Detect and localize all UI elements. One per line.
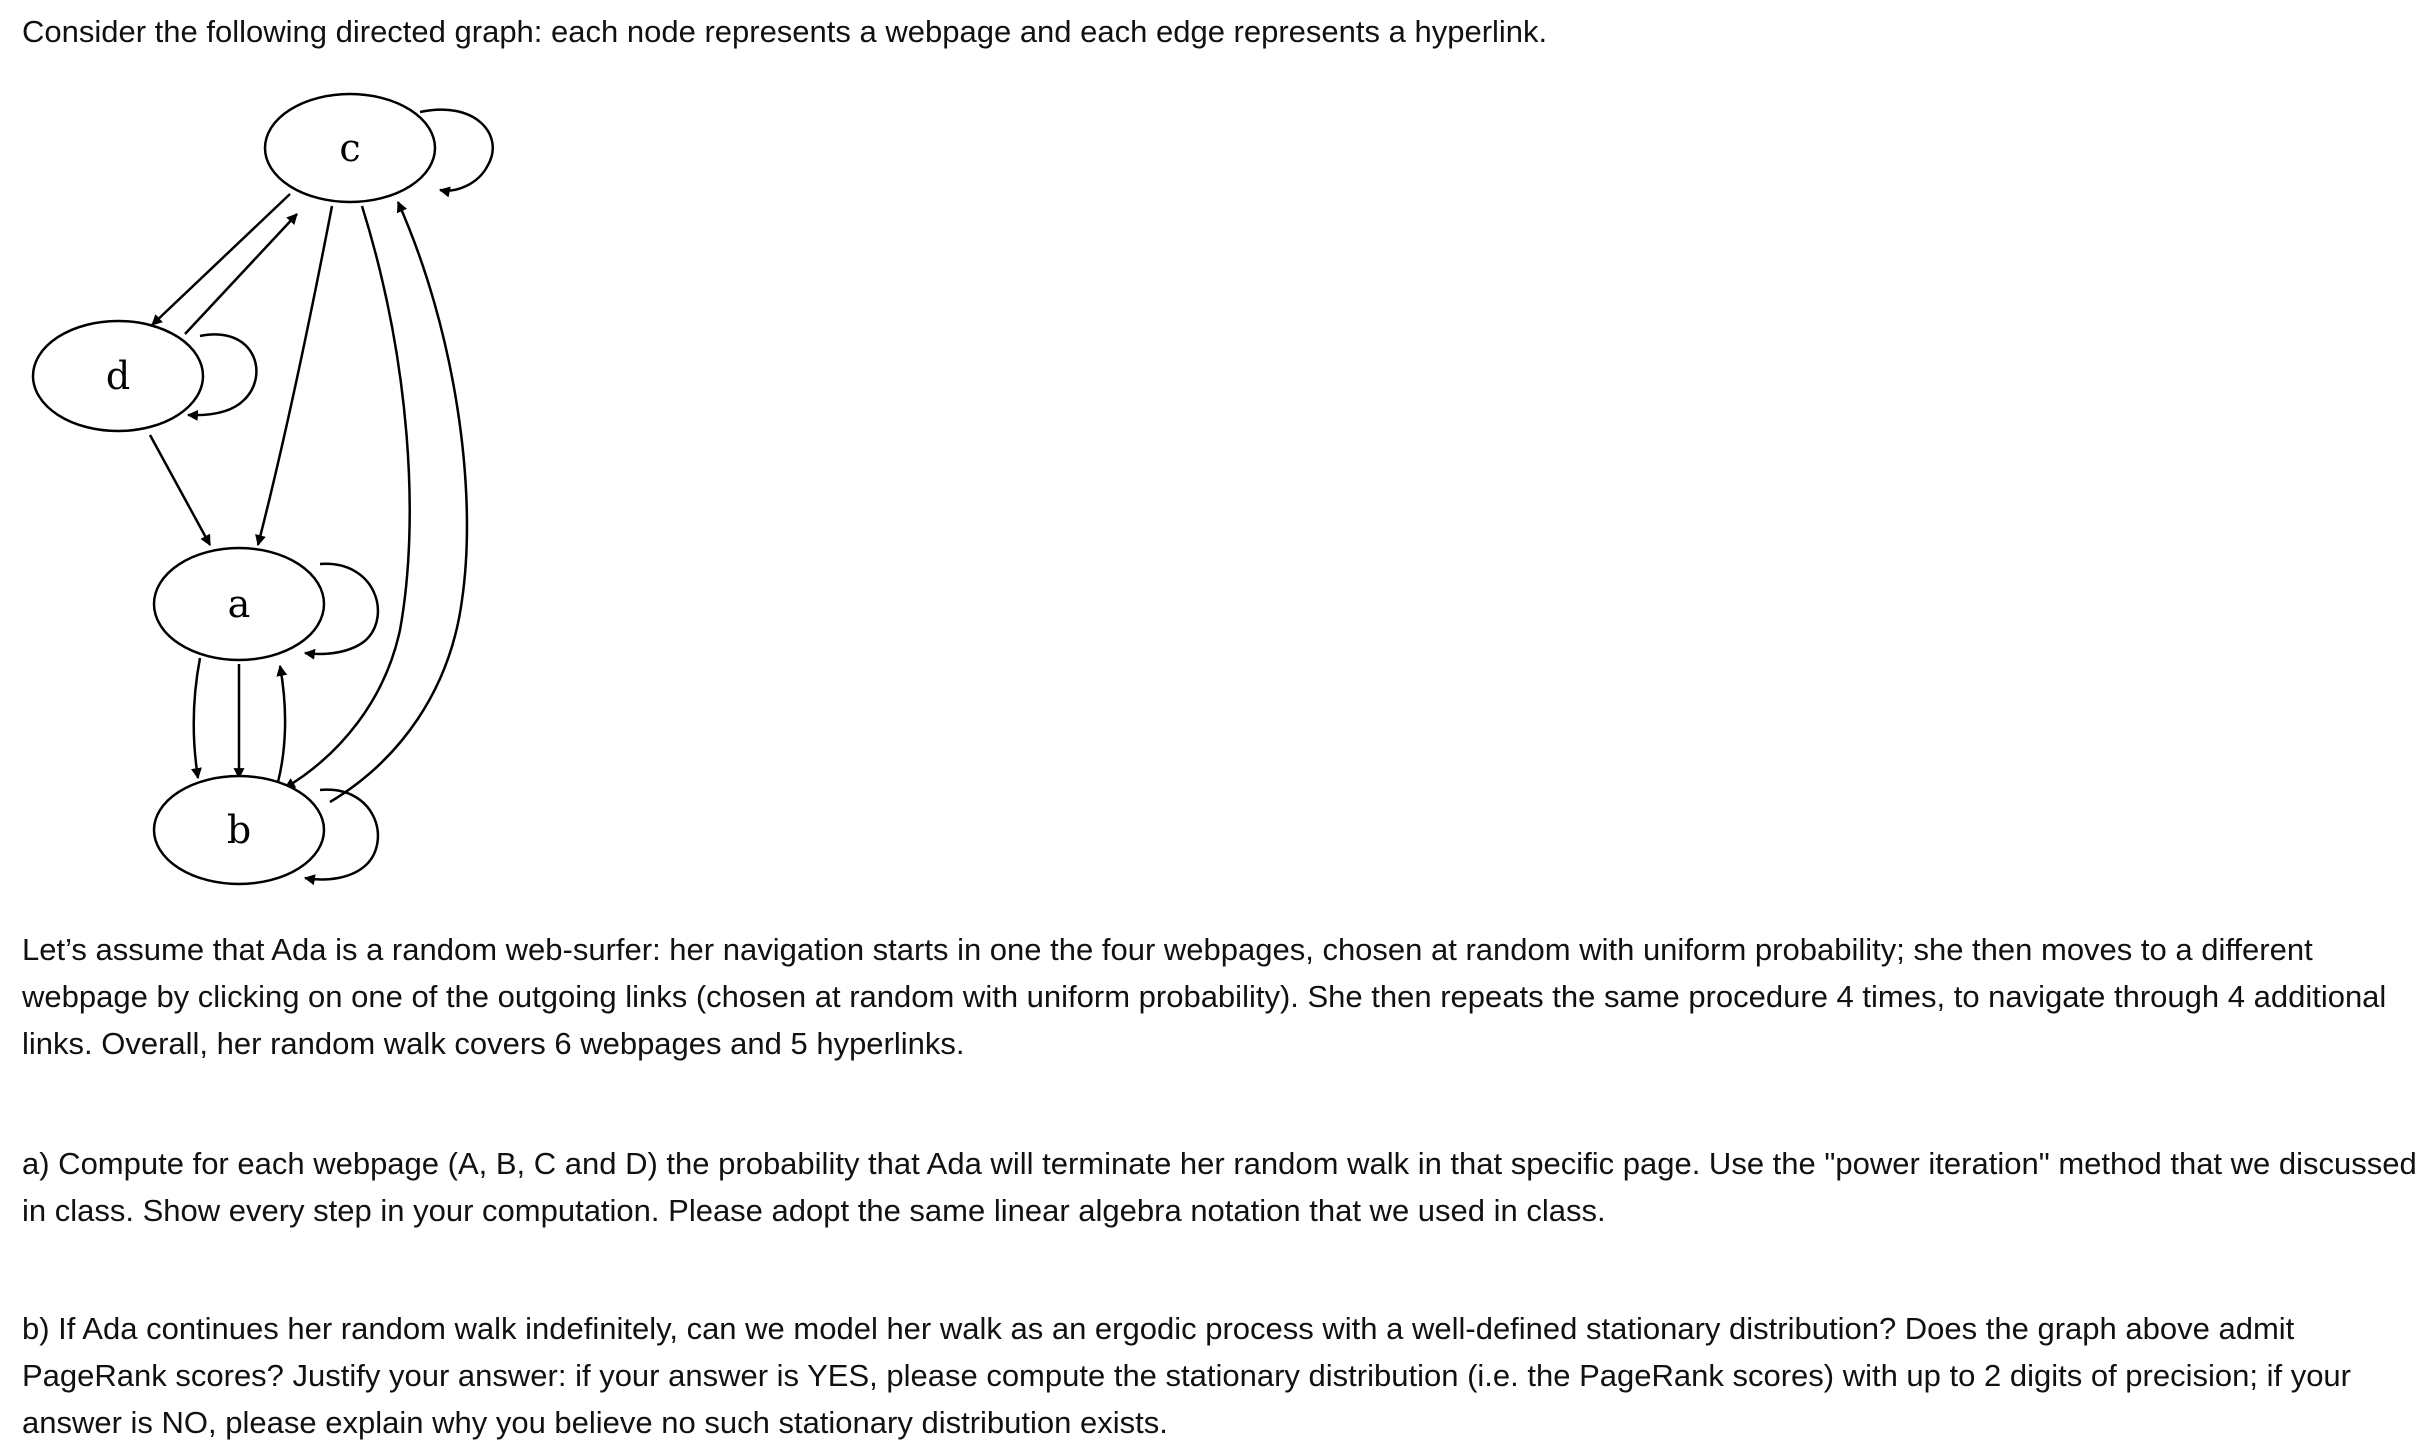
node-a-label: a xyxy=(227,582,251,626)
edge-c-a xyxy=(258,206,332,545)
edge-d-c xyxy=(185,214,297,334)
edge-a-b-left xyxy=(194,658,200,778)
node-d-label: d xyxy=(105,354,131,398)
intro-text: Consider the following directed graph: each node represents a webpage and each edge represents a hyperlink. xyxy=(22,14,1548,49)
ada-paragraph: Let’s assume that Ada is a random web-surfer: her navigation starts in one the four webpages, chosen at random with uniform probability; she then moves to a different webpage by clicking on one of the outgoing links (chosen at random with uniform probability). She then repeats the same procedure 4 times, to navigate through 4 additional links. Overall, her random walk covers 6 webpages and 5 hyperlinks. xyxy=(22,932,2387,1061)
directed-graph xyxy=(0,60,540,920)
edge-c-b xyxy=(285,206,410,788)
node-b-label: b xyxy=(226,808,252,852)
question-a: a) Compute for each webpage (A, B, C and D) the probability that Ada will terminate her random walk in that specific page. Use the "power iteration" method that we discussed in class. Show every step in your computation. Please adopt the same linear algebra notation that we used in class. xyxy=(22,1146,2417,1228)
edge-d-a xyxy=(150,435,210,545)
edge-c-d xyxy=(152,194,290,325)
node-c-label: c xyxy=(339,126,361,170)
question-b: b) If Ada continues her random walk indefinitely, can we model her walk as an ergodic process with a well-defined stationary distribution? Does the graph above admit PageRank scores? Justify your answer: if your answer is YES, please compute the stationary distribution (i.e. the PageRank scores) with up to 2 digits of precision; if your answer is NO, please explain why you believe no such stationary distribution exists. xyxy=(22,1311,2351,1440)
edge-b-c xyxy=(330,202,467,802)
edge-b-a xyxy=(278,666,285,782)
